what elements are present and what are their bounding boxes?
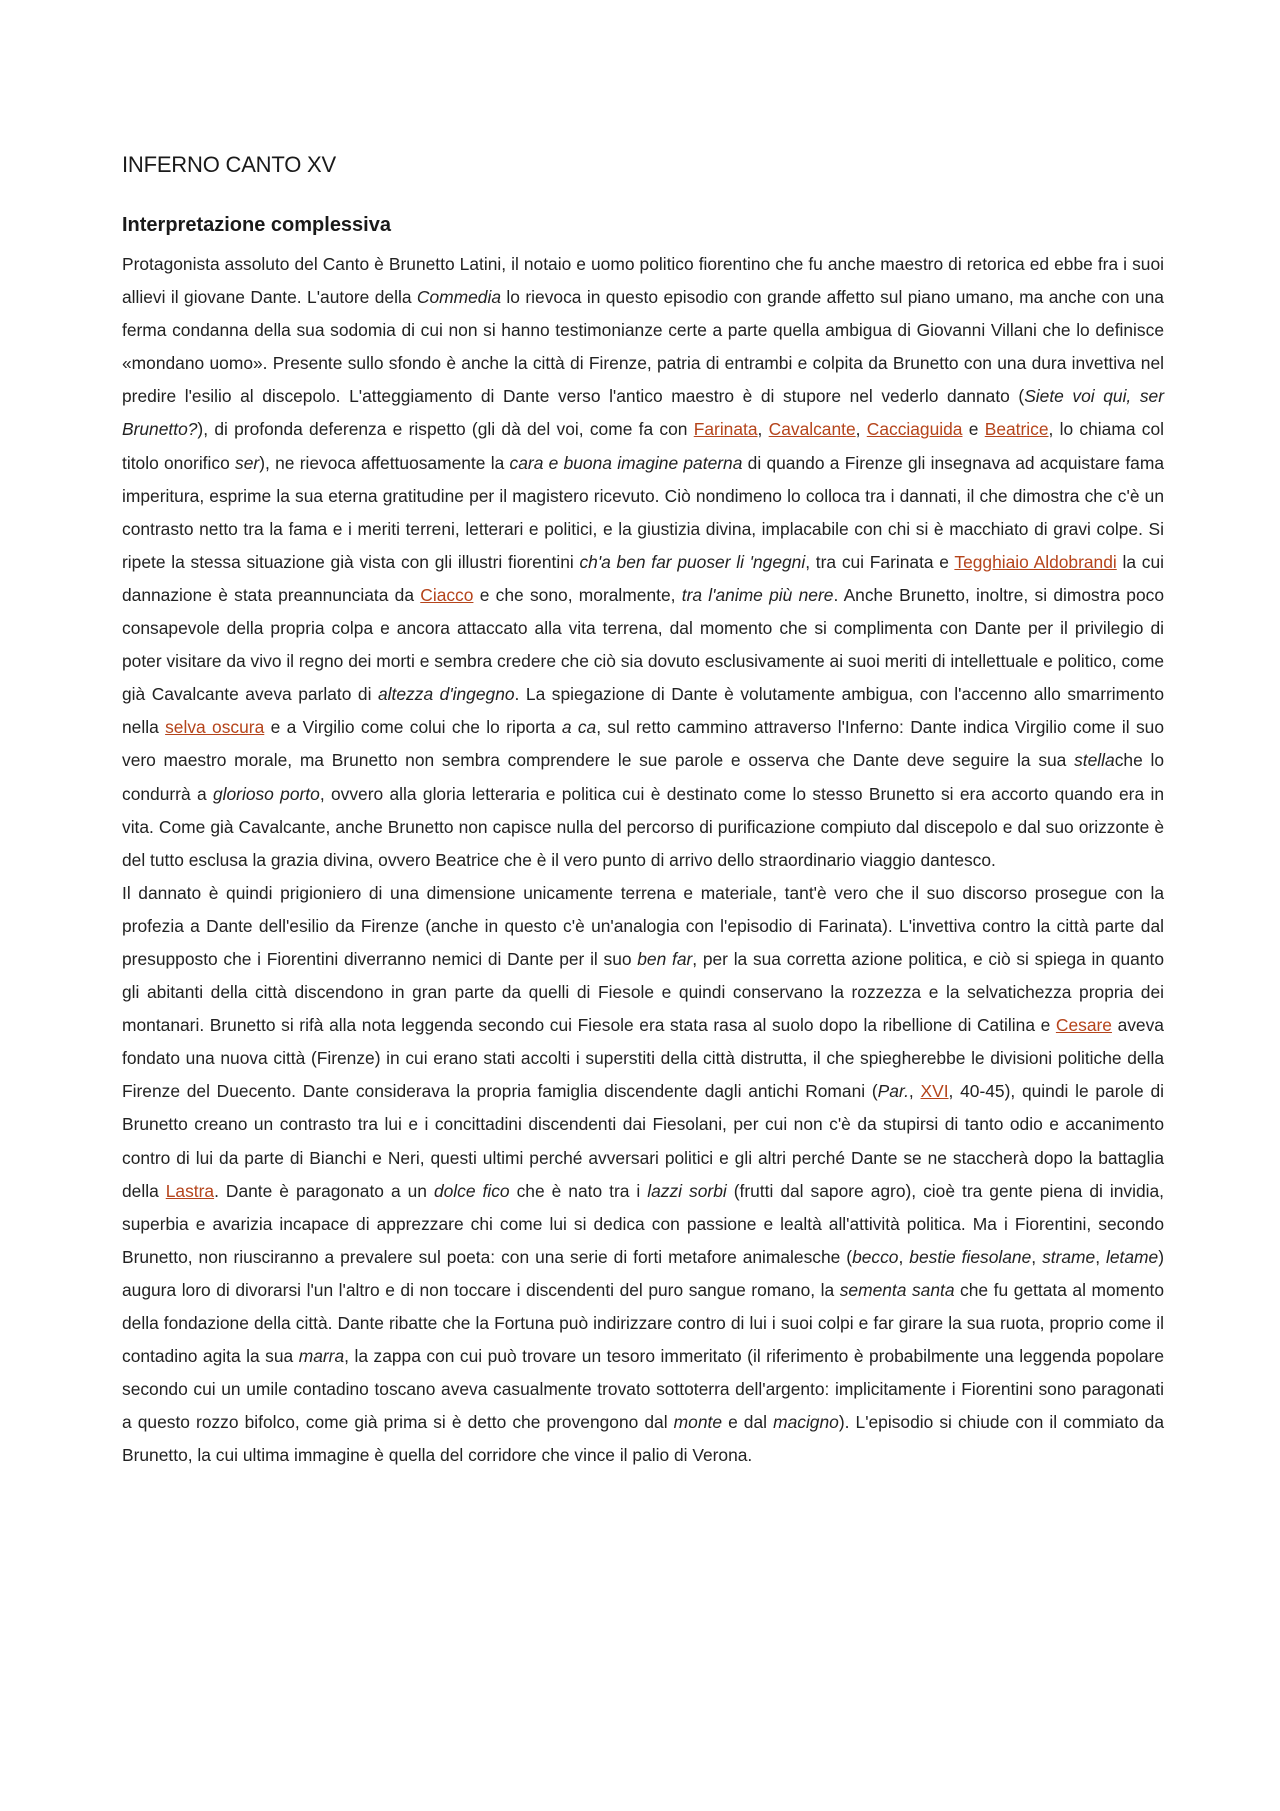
text-run: , bbox=[1095, 1246, 1107, 1267]
italic-text: Commedia bbox=[416, 287, 502, 308]
text-run: Protagonista assoluto del Canto è Brunetto Latini, il notaio e uomo politico fiorentino che fu anche maestro di retorica ed ebbe fra i suoi allievi il giovane Dante. L'autore della bbox=[122, 254, 1164, 308]
text-run: , bbox=[757, 419, 769, 440]
italic-text: altezza d'ingegno bbox=[378, 684, 515, 705]
text-run: , la zappa con cui può trovare un tesoro immeritato (il riferimento è probabilmente una leggenda popolare secondo cui un umile contadino toscano aveva casualmente trovato sottoterra dell'argento: implicitamente i Fiorentini sono paragonati a questo rozzo bifolco, come già prima si è detto che provengono dal bbox=[122, 1346, 1164, 1433]
paragraph bbox=[122, 877, 1164, 1473]
inline-link[interactable]: Tegghiaio Aldobrandi bbox=[954, 551, 1117, 572]
inline-link[interactable]: selva oscura bbox=[165, 717, 265, 738]
text-run: , bbox=[1031, 1246, 1043, 1267]
inline-link[interactable]: Farinata bbox=[693, 419, 758, 440]
italic-text: a ca bbox=[561, 717, 597, 738]
inline-link[interactable]: Cavalcante bbox=[768, 419, 856, 440]
text-run: e bbox=[962, 419, 985, 440]
text-run: , 40-45), quindi le parole di Brunetto creano un contrasto tra lui e i concittadini discendenti dai Fiesolani, per cui non c'è da stupirsi di tanto odio e accanimento contro di lui da parte di Bianchi e Neri, questi ultimi perché avversari politici e gli altri perché Dante se ne staccherà dopo la battaglia della bbox=[122, 1081, 1164, 1201]
italic-text: letame bbox=[1106, 1246, 1159, 1267]
italic-text: ben far bbox=[637, 948, 693, 969]
italic-text: macigno bbox=[773, 1412, 839, 1433]
document-title: INFERNO CANTO XV bbox=[122, 152, 336, 177]
text-run: la cui dannazione è stata preannunciata da bbox=[122, 551, 1164, 605]
text-run: . Dante è paragonato a un bbox=[214, 1180, 434, 1201]
italic-text: tra l'anime più nere bbox=[681, 584, 834, 605]
italic-text: lazzi sorbi bbox=[647, 1180, 727, 1201]
italic-text: glorioso porto bbox=[212, 783, 320, 804]
italic-text: marra bbox=[298, 1346, 345, 1367]
text-run: , per la sua corretta azione politica, e ciò si spiega in quanto gli abitanti della città discendono in gran parte da quelli di Fiesole e quindi conservano la rozzezza e la selvatichezza propria dei montanari. Brunetto si rifà alla nota leggenda secondo cui Fiesole era stata rasa al suolo dopo la ribellione di Catilina e bbox=[122, 948, 1164, 1036]
text-run: ) augura loro di divorarsi l'un l'altro e di non toccare i discendenti del puro sangue romano, la bbox=[122, 1246, 1165, 1300]
section-heading: Interpretazione complessiva bbox=[122, 214, 391, 236]
text-run: . Anche Brunetto, inoltre, si dimostra poco consapevole della propria colpa e ancora attaccato alla vita terrena, dal momento che si complimenta con Dante per il privilegio di poter visitare da vivo il regno dei morti e sembra credere che ciò sia dovuto esclusivamente ai suoi meriti di intellettuale e politico, come già Cavalcante aveva parlato di bbox=[122, 584, 1165, 705]
text-run: , bbox=[898, 1246, 910, 1267]
inline-link[interactable]: Lastra bbox=[165, 1180, 215, 1201]
italic-text: becco bbox=[852, 1246, 899, 1267]
text-run: di quando a Firenze gli insegnava ad acquistare fama imperitura, esprime la sua eterna gratitudine per il magistero ricevuto. Ciò nondimeno lo colloca tra i dannati, il che dimostra che c'è un contrasto netto tra la fama e i meriti terreni, letterari e politici, e la giustizia divina, implacabile con chi si è macchiato di gravi colpe. Si ripete la stessa situazione già vista con gli illustri fiorentini bbox=[122, 452, 1164, 572]
italic-text: stella bbox=[1074, 750, 1115, 771]
text-run: e dal bbox=[722, 1412, 774, 1433]
paragraph bbox=[122, 248, 1164, 877]
text-run: che è nato tra i bbox=[509, 1180, 648, 1201]
text-run: , bbox=[855, 419, 867, 440]
inline-link[interactable]: Cesare bbox=[1055, 1015, 1112, 1036]
text-run: , lo chiama col titolo onorifico bbox=[122, 419, 1164, 473]
text-run: . La spiegazione di Dante è volutamente ambigua, con l'accenno allo smarrimento nella bbox=[122, 684, 1164, 738]
text-run: ), ne rievoca affettuosamente la bbox=[259, 452, 510, 473]
italic-text: Par. bbox=[877, 1081, 909, 1102]
italic-text: monte bbox=[673, 1412, 722, 1433]
text-run: Il dannato è quindi prigioniero di una dimensione unicamente terrena e materiale, tant'è vero che il suo discorso prosegue con la profezia a Dante dell'esilio da Firenze (anche in questo c'è un'analogia con l'episodio di Farinata). L'invettiva contro la città parte dal presupposto che i Fiorentini diverranno nemici di Dante per il suo bbox=[122, 882, 1164, 969]
text-run: che lo condurrà a bbox=[122, 750, 1165, 804]
text-run: , ovvero alla gloria letteraria e politica cui è destinato come lo stesso Brunetto si era accorto quando era in vita. Come già Cavalcante, anche Brunetto non capisce nulla del percorso di purificazione compiuto dal discepolo e dal suo orizzonte è del tutto esclusa la grazia divina, ovvero Beatrice che è il vero punto di arrivo dello straordinario viaggio dantesco. bbox=[122, 783, 1164, 870]
italic-text: sementa santa bbox=[839, 1279, 955, 1300]
italic-text: ch'a ben far puoser li 'ngegni bbox=[579, 551, 806, 572]
text-run: ), di profonda deferenza e rispetto (gli dà del voi, come fa con bbox=[197, 419, 694, 440]
text-run: , tra cui Farinata e bbox=[805, 551, 955, 572]
text-run: che fu gettata al momento della fondazione della città. Dante ribatte che la Fortuna può indirizzare contro di lui i suoi colpi e far girare la sua ruota, proprio come il contadino agita la sua bbox=[122, 1279, 1164, 1367]
inline-link[interactable]: Ciacco bbox=[420, 584, 474, 605]
italic-text: strame bbox=[1042, 1246, 1096, 1267]
italic-text: bestie fiesolane bbox=[909, 1246, 1032, 1267]
italic-text: ser bbox=[235, 452, 260, 473]
body-text bbox=[122, 248, 1164, 1472]
inline-link[interactable]: Beatrice bbox=[984, 419, 1049, 440]
inline-link[interactable]: Cacciaguida bbox=[866, 419, 963, 440]
text-run: e che sono, moralmente, bbox=[473, 584, 682, 605]
italic-text: dolce fico bbox=[433, 1180, 510, 1201]
italic-text: cara e buona imagine paterna bbox=[509, 452, 743, 473]
text-run: (frutti dal sapore agro), cioè tra gente piena di invidia, superbia e avarizia incapace di apprezzare chi come lui si dedica con passione e lealtà all'attività politica. Ma i Fiorentini, secondo Brunetto, non riusciranno a prevalere sul poeta: con una serie di forti metafore animalesche ( bbox=[122, 1180, 1164, 1267]
text-run: aveva fondato una nuova città (Firenze) in cui erano stati accolti i superstiti della città distrutta, il che spiegherebbe le divisioni politiche della Firenze del Duecento. Dante considerava la propria famiglia discendente dagli antichi Romani ( bbox=[122, 1015, 1164, 1102]
text-run: e a Virgilio come colui che lo riporta bbox=[264, 717, 562, 738]
inline-link[interactable]: XVI bbox=[920, 1081, 949, 1102]
text-run: ). L'episodio si chiude con il commiato da Brunetto, la cui ultima immagine è quella del corridore che vince il palio di Verona. bbox=[122, 1412, 1165, 1466]
text-run: , bbox=[908, 1081, 921, 1102]
text-run: lo rievoca in questo episodio con grande affetto sul piano umano, ma anche con una ferma condanna della sua sodomia di cui non si hanno testimonianze certe a parte quella ambigua di Giovanni Villani che lo definisce «mondano uomo». Presente sullo sfondo è anche la città di Firenze, patria di entrambi e colpita da Brunetto con una dura invettiva nel predire l'esilio al discepolo. L'atteggiamento di Dante verso l'antico maestro è di stupore nel vederlo dannato ( bbox=[122, 287, 1164, 407]
italic-text: Siete voi qui, ser Brunetto? bbox=[122, 386, 1164, 440]
text-run: , sul retto cammino attraverso l'Inferno: Dante indica Virgilio come il suo vero maestro morale, ma Brunetto non sembra comprendere le sue parole e osserva che Dante deve seguire la sua bbox=[122, 717, 1164, 771]
